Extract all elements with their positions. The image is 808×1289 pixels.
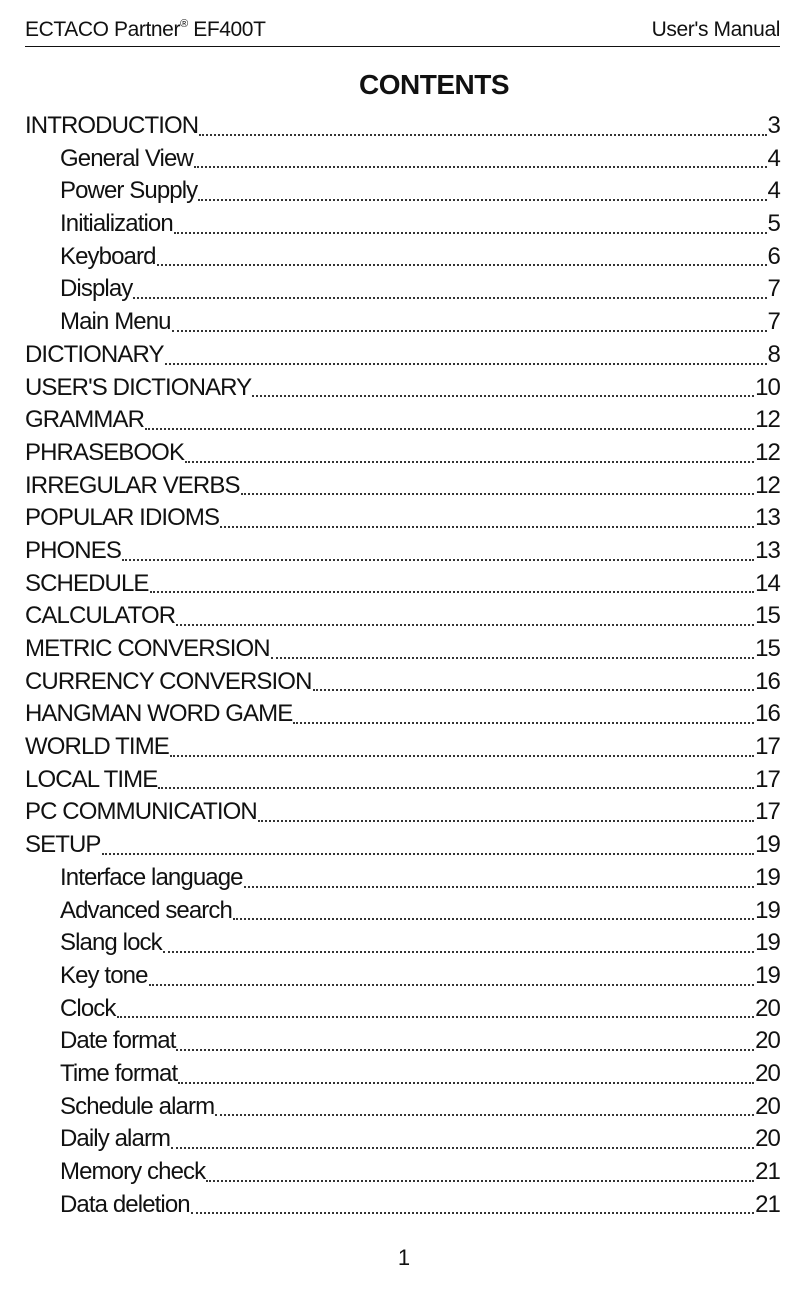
toc-entry[interactable] xyxy=(25,764,780,797)
toc-entry-label: Initialization xyxy=(60,210,173,238)
toc-entry-label: Main Menu xyxy=(60,308,171,336)
dot-leader xyxy=(206,1162,754,1182)
toc-entry-label: Schedule alarm xyxy=(60,1092,215,1120)
toc-entry-page: 20 xyxy=(755,1125,780,1153)
toc-entry[interactable] xyxy=(25,273,780,306)
dot-leader xyxy=(233,900,754,920)
toc-entry[interactable] xyxy=(25,1123,780,1156)
toc-entry-label: POPULAR IDIOMS xyxy=(25,504,220,532)
toc-entry-label: IRREGULAR VERBS xyxy=(25,471,240,499)
page-header xyxy=(25,16,780,47)
toc-entry-page: 19 xyxy=(755,831,780,859)
header-model: EF400T xyxy=(187,18,266,41)
toc-entry-label: Daily alarm xyxy=(60,1125,171,1153)
toc-entry-label: Time format xyxy=(60,1059,178,1087)
toc-entry-page: 19 xyxy=(755,961,780,989)
toc-entry[interactable] xyxy=(25,306,780,339)
header-brand: ECTACO Partner xyxy=(25,18,181,41)
toc-entry-page: 12 xyxy=(755,406,780,434)
toc-entry-page: 21 xyxy=(755,1158,780,1185)
toc-entry-label: PHONES xyxy=(25,536,121,564)
dot-leader xyxy=(271,639,754,659)
toc-entry[interactable] xyxy=(25,339,780,372)
toc-entry-label: Advanced search xyxy=(60,896,232,924)
toc-entry-label: PC COMMUNICATION xyxy=(25,798,257,826)
toc-entry[interactable] xyxy=(25,993,780,1026)
dot-leader xyxy=(174,214,767,234)
dot-leader xyxy=(191,1194,754,1214)
toc-entry[interactable] xyxy=(25,535,780,568)
toc-entry-page: 12 xyxy=(755,438,780,466)
toc-entry[interactable] xyxy=(25,1156,780,1189)
dot-leader xyxy=(220,508,754,528)
dot-leader xyxy=(171,1129,754,1149)
dot-leader xyxy=(185,443,754,463)
dot-leader xyxy=(163,933,754,953)
dot-leader xyxy=(178,1064,754,1084)
toc-entry[interactable] xyxy=(25,470,780,503)
toc-entry-label: CURRENCY CONVERSION xyxy=(25,667,312,695)
toc-entry-label: DICTIONARY xyxy=(25,340,164,368)
toc-entry-page: 10 xyxy=(755,373,780,401)
toc-entry-page: 17 xyxy=(755,733,780,761)
toc-entry-page: 17 xyxy=(755,765,780,793)
toc-entry-label: GRAMMAR xyxy=(25,406,145,434)
toc-entry[interactable] xyxy=(25,568,780,601)
toc-entry-page: 4 xyxy=(767,144,780,172)
toc-entry[interactable] xyxy=(25,1189,780,1222)
toc-entry-page: 4 xyxy=(767,177,780,205)
toc-entry-label: Keyboard xyxy=(60,242,156,270)
toc-entry-page: 7 xyxy=(767,308,780,336)
dot-leader xyxy=(215,1096,754,1116)
toc-entry-label: INTRODUCTION xyxy=(25,112,199,139)
dot-leader xyxy=(158,769,754,789)
toc-entry[interactable] xyxy=(25,502,780,535)
toc-entry-label: CALCULATOR xyxy=(25,602,176,630)
dot-leader xyxy=(149,966,755,986)
toc-entry[interactable] xyxy=(25,143,780,176)
toc-entry-page: 16 xyxy=(755,667,780,695)
dot-leader xyxy=(293,704,754,724)
toc-entry[interactable] xyxy=(25,927,780,960)
toc-entry[interactable] xyxy=(25,796,780,829)
toc-entry-page: 15 xyxy=(755,635,780,662)
toc-entry-page: 12 xyxy=(755,471,780,499)
toc-entry-page: 17 xyxy=(755,798,780,826)
dot-leader xyxy=(117,998,755,1018)
toc-entry-label: PHRASEBOOK xyxy=(25,438,185,466)
toc-entry-label: General View xyxy=(60,144,193,172)
toc-entry[interactable] xyxy=(25,110,780,143)
toc-entry-page: 7 xyxy=(767,275,780,303)
page-number: 1 xyxy=(397,1245,411,1270)
toc-entry[interactable] xyxy=(25,698,780,731)
toc-entry-page: 13 xyxy=(755,536,780,564)
dot-leader xyxy=(313,671,755,691)
toc-entry[interactable] xyxy=(25,437,780,470)
toc-entry-page: 19 xyxy=(755,863,780,891)
table-of-contents xyxy=(25,110,780,1221)
dot-leader xyxy=(252,377,754,397)
toc-entry-label: Interface language xyxy=(60,863,243,891)
dot-leader xyxy=(199,116,766,136)
dot-leader xyxy=(157,246,767,266)
registered-mark: ® xyxy=(180,18,188,30)
dot-leader xyxy=(170,737,754,757)
toc-entry-page: 14 xyxy=(755,569,780,597)
toc-entry-page: 20 xyxy=(755,1059,780,1087)
toc-entry[interactable] xyxy=(25,633,780,666)
toc-entry-page: 20 xyxy=(755,1092,780,1120)
toc-entry-label: Memory check xyxy=(60,1158,206,1185)
dot-leader xyxy=(258,802,754,822)
page-title: CONTENTS xyxy=(359,69,509,100)
dot-leader xyxy=(244,868,754,888)
dot-leader xyxy=(241,475,755,495)
toc-entry[interactable] xyxy=(25,960,780,993)
toc-entry-label: SETUP xyxy=(25,831,101,859)
toc-entry-label: Key tone xyxy=(60,961,148,989)
toc-entry-label: HANGMAN WORD GAME xyxy=(25,700,293,728)
toc-entry-page: 20 xyxy=(755,994,780,1022)
toc-entry-page: 6 xyxy=(767,242,780,270)
toc-entry-label: Data deletion xyxy=(60,1190,190,1218)
toc-entry[interactable] xyxy=(25,372,780,405)
toc-entry-label: Display xyxy=(60,275,133,303)
toc-entry[interactable] xyxy=(25,666,780,699)
toc-entry[interactable] xyxy=(25,175,780,208)
toc-entry-page: 8 xyxy=(767,340,780,368)
toc-entry-label: Clock xyxy=(60,994,116,1022)
dot-leader xyxy=(194,148,767,168)
toc-entry-page: 19 xyxy=(755,896,780,924)
dot-leader xyxy=(122,541,754,561)
toc-entry-label: USER'S DICTIONARY xyxy=(25,373,252,401)
toc-entry-label: Slang lock xyxy=(60,929,162,957)
dot-leader xyxy=(176,606,754,626)
toc-entry[interactable] xyxy=(25,862,780,895)
toc-entry-page: 5 xyxy=(767,210,780,238)
toc-entry[interactable] xyxy=(25,829,780,862)
toc-entry-page: 3 xyxy=(767,112,780,139)
toc-entry-label: Power Supply xyxy=(60,177,198,205)
toc-entry-label: SCHEDULE xyxy=(25,569,149,597)
dot-leader xyxy=(176,1031,754,1051)
dot-leader xyxy=(133,279,766,299)
dot-leader xyxy=(172,312,767,332)
toc-entry-page: 21 xyxy=(755,1190,780,1218)
toc-entry[interactable] xyxy=(25,600,780,633)
toc-entry-page: 13 xyxy=(755,504,780,532)
toc-entry-page: 20 xyxy=(755,1027,780,1055)
header-manual-label: User's Manual xyxy=(651,18,780,41)
header-product-name xyxy=(25,18,266,42)
dot-leader xyxy=(145,410,754,430)
toc-entry-label: WORLD TIME xyxy=(25,733,169,761)
dot-leader xyxy=(165,345,767,365)
toc-entry[interactable] xyxy=(25,1091,780,1124)
toc-entry-page: 19 xyxy=(755,929,780,957)
toc-entry[interactable] xyxy=(25,208,780,241)
dot-leader xyxy=(198,181,766,201)
dot-leader xyxy=(102,835,755,855)
toc-entry[interactable] xyxy=(25,1058,780,1091)
toc-entry[interactable] xyxy=(25,895,780,928)
toc-entry-page: 15 xyxy=(755,602,780,630)
toc-entry-page: 16 xyxy=(755,700,780,728)
toc-entry[interactable] xyxy=(25,1025,780,1058)
toc-entry[interactable] xyxy=(25,731,780,764)
toc-entry[interactable] xyxy=(25,241,780,274)
toc-entry[interactable] xyxy=(25,404,780,437)
toc-entry-label: METRIC CONVERSION xyxy=(25,635,270,662)
toc-entry-label: Date format xyxy=(60,1027,176,1055)
dot-leader xyxy=(150,573,755,593)
toc-entry-label: LOCAL TIME xyxy=(25,765,158,793)
